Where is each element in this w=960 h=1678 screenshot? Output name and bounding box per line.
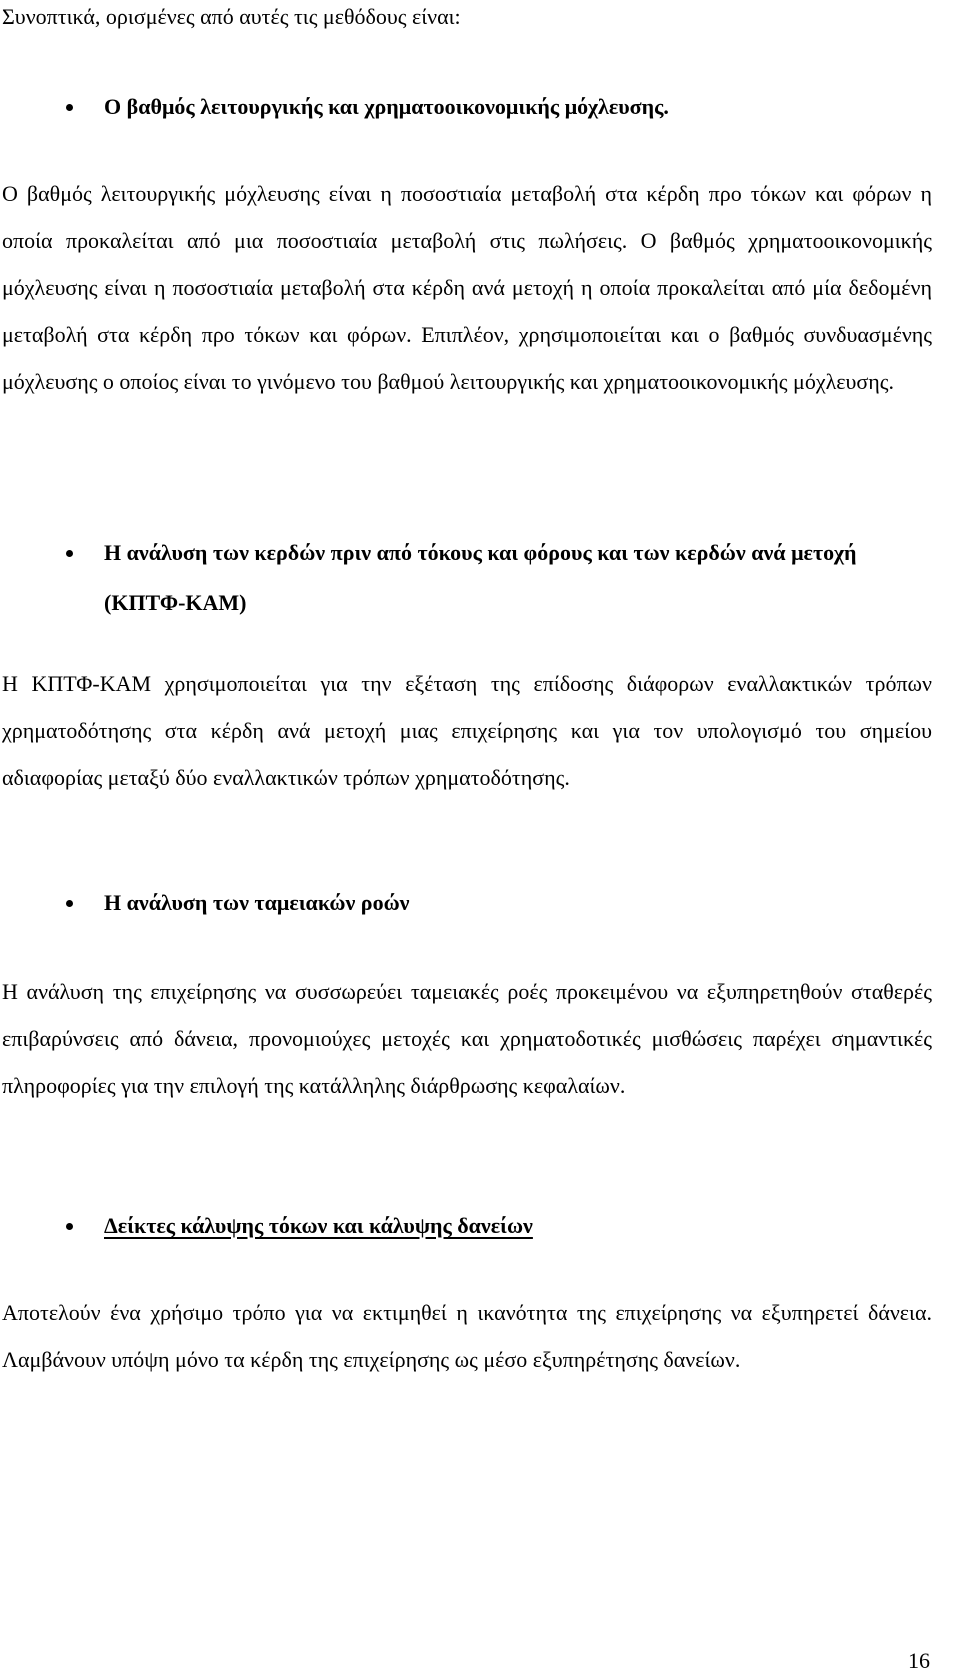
section-heading: Η ανάλυση των κερδών πριν από τόκους και φόρους και των κερδών ανά μετοχή (ΚΠΤΦ-ΚΑΜ): [104, 540, 857, 615]
section-heading: Η ανάλυση των ταμειακών ροών: [104, 890, 410, 915]
section-heading: Δείκτες κάλυψης τόκων και κάλυψης δανείων: [104, 1213, 533, 1238]
section-body: Η ανάλυση της επιχείρησης να συσσωρεύει ταμειακές ροές προκειμένου να εξυπηρετηθούν σταθερές επιβαρύνσεις από δάνεια, προνομιούχες μετοχές και χρηματοδοτικές μισθώσεις παρέχει σημαντικές πληροφορίες για την επιλογή της κατάλληλης διάρθρωσης κεφαλαίων.: [2, 979, 932, 1098]
page-number: 16: [908, 1648, 930, 1673]
intro-text: Συνοπτικά, ορισμένες από αυτές τις μεθόδους είναι:: [2, 4, 461, 29]
section-body: Η ΚΠΤΦ-ΚΑΜ χρησιμοποιείται για την εξέταση της επίδοσης διάφορων εναλλακτικών τρόπων χρηματοδότησης στα κέρδη ανά μετοχή μιας επιχείρησης και για τον υπολογισμό του σημείου αδιαφορίας μεταξύ δύο εναλλακτικών τρόπων χρηματοδότησης.: [2, 671, 932, 790]
bullet-icon: [66, 550, 73, 557]
section-body: Ο βαθμός λειτουργικής μόχλευσης είναι η ποσοστιαία μεταβολή στα κέρδη προ τόκων και φόρων η οποία προκαλείται από μια ποσοστιαία μεταβολή στις πωλήσεις. Ο βαθμός χρηματοοικονομικής μόχλευσης είναι η ποσοστιαία μεταβολή στα κέρδη ανά μετοχή η οποία προκαλείται από μία δεδομένη μεταβολή στα κέρδη προ τόκων και φόρων. Επιπλέον, χρησιμοποιείται και ο βαθμός συνδυασμένης μόχλευσης ο οποίος είναι το γινόμενο του βαθμού λειτουργικής και χρηματοοικονομικής μόχλευσης.: [2, 181, 932, 394]
section-body: Αποτελούν ένα χρήσιμο τρόπο για να εκτιμηθεί η ικανότητα της επιχείρησης να εξυπηρετεί δάνεια. Λαμβάνουν υπόψη μόνο τα κέρδη της επιχείρησης ως μέσο εξυπηρέτησης δανείων.: [2, 1300, 932, 1372]
bullet-icon: [66, 104, 73, 111]
bullet-icon: [66, 1223, 73, 1230]
section-heading: Ο βαθμός λειτουργικής και χρηματοοικονομικής μόχλευσης.: [104, 94, 669, 119]
bullet-icon: [66, 900, 73, 907]
